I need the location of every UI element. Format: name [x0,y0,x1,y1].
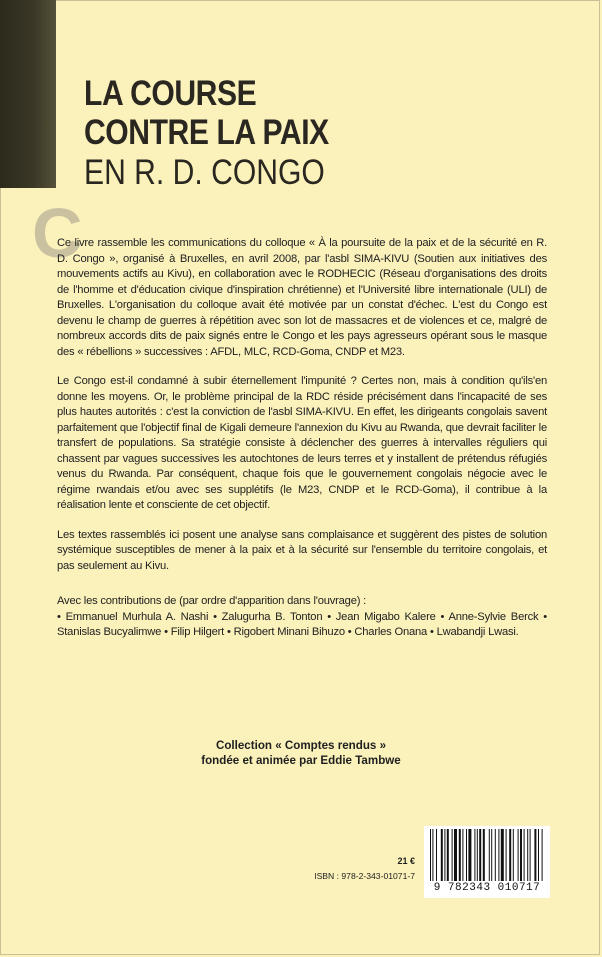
price: 21 € [397,856,415,866]
title-block [84,74,369,193]
blurb-paragraph-3: Les textes rassemblés ici posent une analyse sans complaisance et suggèrent des pistes de solution systémique susceptibles de mener à la paix et à la sécurité sur l'ensemble du territoire congolais, et pas seulement au Kivu. [57,528,547,572]
barcode [424,826,550,898]
collection-info [0,738,602,768]
collection-editor: fondée et animée par Eddie Tambwe [201,754,401,767]
barcode-digits: 9 782343 010717 [433,882,541,894]
title-line-1: LA COURSE [84,74,257,113]
title-line-2: CONTRE LA PAIX [84,113,329,152]
subtitle: EN R. D. CONGO [84,153,325,192]
contributors-list: • Emmanuel Murhula A. Nashi • Zalugurha B. Tonton • Jean Migabo Kalere • Anne-Sylvie Berck • Stanislas Bucyalimwe • Filip Hilgert • Rigobert Minani Bihuzo • Charles Onana • Lwabandji Lwasi. [57,610,547,638]
blurb-paragraph-2: Le Congo est-il condamné à subir éternellement l'impunité ? Certes non, mais à condition qu'ils'en donne les moyens. Or, le problème principal de la RDC réside précisément dans l'incapacité de ses plus hautes autorités : c'est la conviction de l'asbl SIMA-KIVU. En effet, les dirigeants congolais savent parfaitement que l'objectif final de Kigali demeure l'annexion du Kivu au Rwanda, que devrait faciliter le transfert de populations. Sa stratégie consiste à déclencher des guerres à intervalles réguliers qui chassent par vagues successives les autochtones de leurs terres et y installent de prétendus réfugiés venus du Rwanda. Par conséquent, chaque fois que le gouvernement congolais négocie avec le régime rwandais et/ou avec ses supplétifs (le M23, CNDP et le RCD-Goma), il contribue à la réalisation lente et consciente de cet objectif. [57,375,547,511]
blurb-paragraph-1: Ce livre rassemble les communications du colloque « À la poursuite de la paix et de la sécurité en R. D. Congo », organisé à Bruxelles, en avril 2008, par l'asbl SIMA-KIVU (Soutien aux initiatives des mouvements actifs au Kivu), en collaboration avec le RODHECIC (Réseau d'organisations des droits de l'homme et d'éducation civique d'inspiration chrétienne) et l'Université libre internationale (ULI) de Bruxelles. L'organisation du colloque avait été motivée par un constat d'échec. L'est du Congo est devenu le champ de guerres à répétition avec son lot de massacres et de violences et ce, malgré de nombreux accords dits de paix signés entre le Congo et les pays agresseurs opérant sous le masque des « rébellions » successives : AFDL, MLC, RCD-Goma, CNDP et M23. [57,237,547,358]
drop-cap: C [32,194,83,272]
isbn: ISBN : 978-2-343-01071-7 [314,871,415,881]
barcode-bars-icon [430,829,544,881]
collection-name: Collection « Comptes rendus » [215,739,387,752]
contributors-intro: Avec les contributions de (par ordre d'apparition dans l'ouvrage) : [57,595,367,607]
decorative-side-bar [0,0,56,188]
blurb [57,236,547,641]
